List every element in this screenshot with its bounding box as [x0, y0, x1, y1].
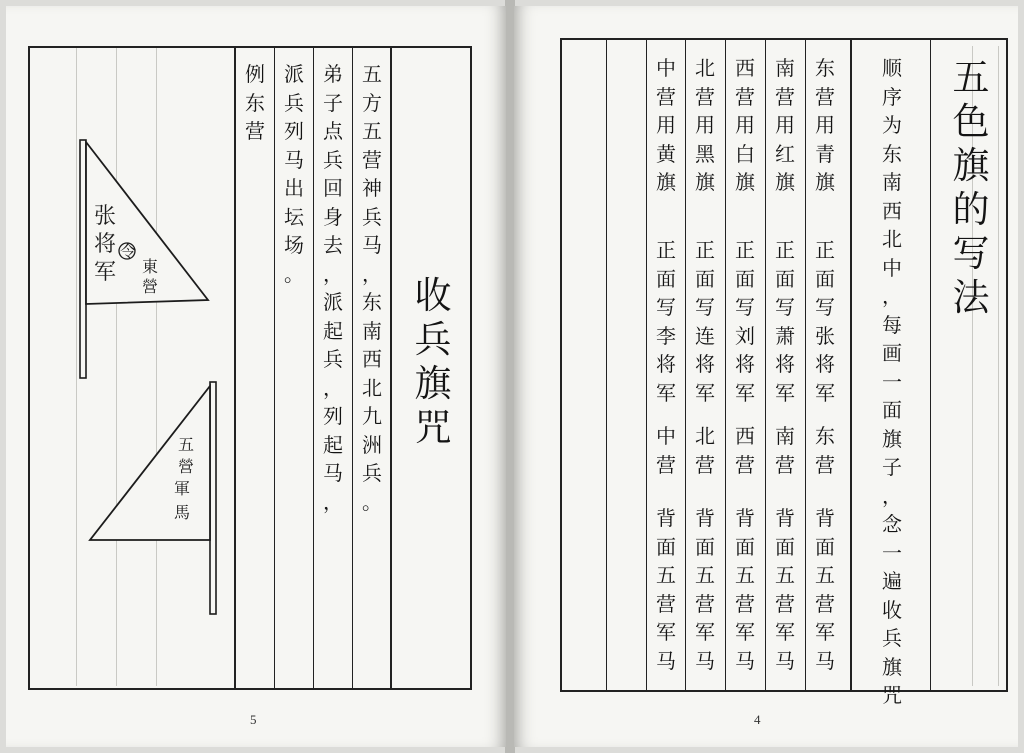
camp-front-text: 正 面 写 萧 将 军 — [775, 238, 795, 405]
section-title: 五 色 旗 的 写 法 — [952, 56, 990, 319]
camp-flag-color: 西 营 用 白 旗 — [735, 56, 755, 194]
camp-front-text: 正 面 写 连 将 军 — [695, 238, 715, 405]
camp-flag-color: 北 营 用 黑 旗 — [695, 56, 715, 194]
camp-name: 南 营 — [775, 424, 795, 477]
chant-example-note: 例 东 营 — [245, 62, 265, 143]
camp-name: 东 营 — [815, 424, 835, 477]
chant-line-1: 五 方 五 营 神 兵 马 ， 东 南 西 北 九 洲 兵 。 — [362, 62, 382, 514]
left-page-frame — [28, 46, 472, 690]
right-page-frame — [560, 38, 1008, 707]
camp-name: 西 营 — [735, 424, 755, 477]
left-page — [6, 6, 506, 747]
flag-upper-right-text — [142, 257, 158, 296]
svg-text:營: 營 — [178, 457, 195, 476]
camp-flag-color: 东 营 用 青 旗 — [815, 56, 835, 194]
chant-line-3: 派 兵 列 马 出 坛 场 。 — [284, 62, 304, 286]
page-number-right: 4 — [754, 712, 761, 727]
page-number-left: 5 — [250, 712, 257, 727]
svg-text:令: 令 — [120, 242, 137, 261]
svg-text:军: 军 — [94, 260, 117, 285]
camp-back-text: 背 面 五 营 军 马 — [695, 506, 715, 673]
intro-text: 顺 序 为 东 南 西 北 中 ， 每 画 一 面 旗 子 ， 念 一 遍 收 兵 旗 咒 — [882, 56, 902, 707]
svg-text:軍: 軍 — [174, 479, 191, 498]
chant-title: 收 兵 旗 咒 — [414, 274, 452, 449]
flag-upper-left-text — [94, 204, 116, 285]
svg-text:张: 张 — [94, 204, 117, 229]
camp-flag-color: 南 营 用 红 旗 — [775, 56, 795, 194]
camp-front-text: 正 面 写 张 将 军 — [815, 238, 835, 405]
camp-name: 北 营 — [695, 424, 715, 477]
svg-text:營: 營 — [142, 277, 159, 296]
flag-five-camps — [90, 382, 216, 614]
chant-line-2: 弟 子 点 兵 回 身 去 ， 派 起 兵 ， 列 起 马 ， — [323, 62, 343, 514]
camp-back-text: 背 面 五 营 军 马 — [735, 506, 755, 673]
svg-text:五: 五 — [178, 435, 195, 454]
camp-back-text: 背 面 五 营 军 马 — [656, 506, 676, 673]
flag-zhang-general — [80, 140, 208, 378]
camp-front-text: 正 面 写 李 将 军 — [656, 238, 676, 405]
svg-text:東: 東 — [142, 257, 159, 276]
camp-name: 中 营 — [656, 424, 676, 477]
camp-back-text: 背 面 五 营 军 马 — [815, 506, 835, 673]
camp-flag-color: 中 营 用 黄 旗 — [656, 56, 676, 194]
svg-text:将: 将 — [94, 232, 117, 257]
camp-front-text: 正 面 写 刘 将 军 — [735, 238, 755, 405]
right-page — [514, 6, 1018, 747]
svg-text:馬: 馬 — [174, 503, 191, 522]
flag-illustrations — [30, 48, 230, 688]
camp-back-text: 背 面 五 营 军 马 — [775, 506, 795, 673]
